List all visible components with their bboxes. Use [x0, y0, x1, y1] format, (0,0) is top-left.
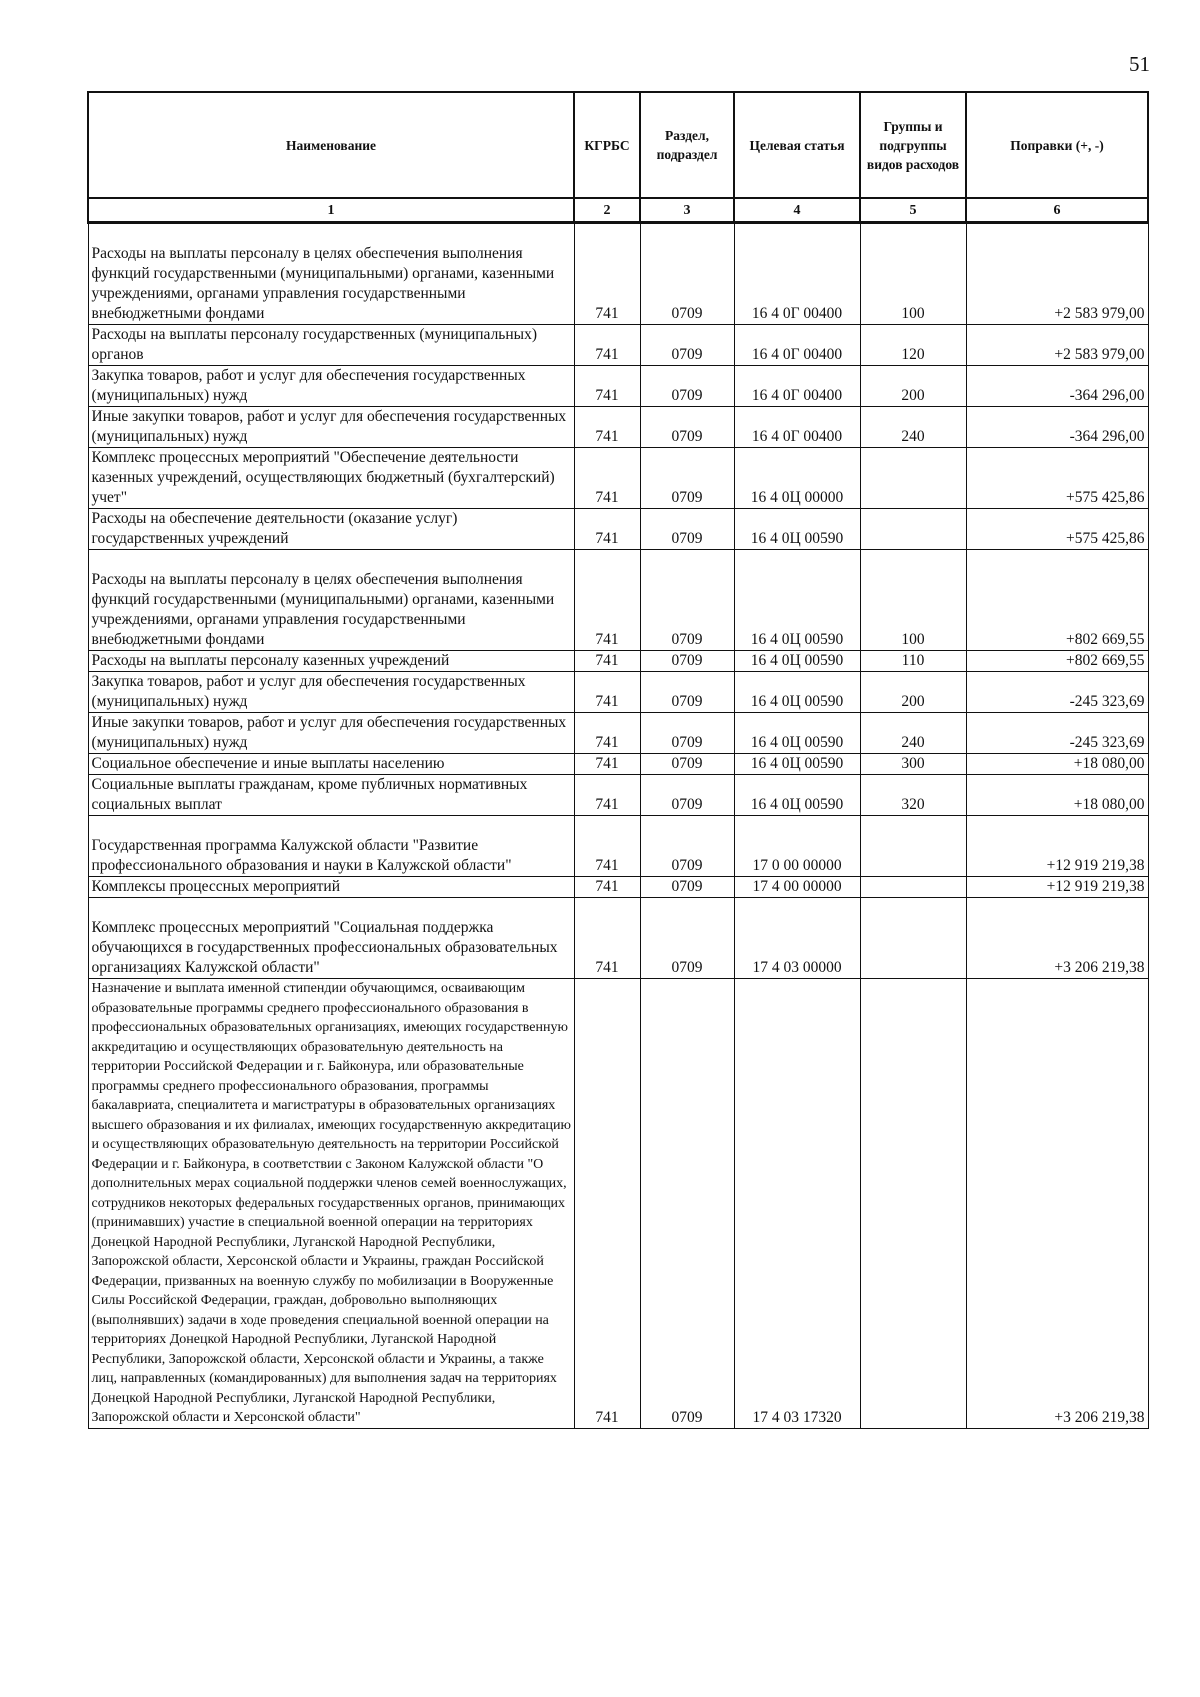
row-group: 200: [860, 366, 966, 407]
row-name: Иные закупки товаров, работ и услуг для обеспечения государственных (муниципальных) нужд: [88, 407, 574, 448]
column-number: 5: [860, 198, 966, 223]
row-kgrbs: 741: [574, 448, 640, 509]
row-group: [860, 877, 966, 898]
row-group: 120: [860, 325, 966, 366]
header-amount: Поправки (+, -): [966, 92, 1148, 198]
header-kgrbs: КГРБС: [574, 92, 640, 198]
column-number: 4: [734, 198, 860, 223]
row-target: 17 4 03 00000: [734, 898, 860, 979]
table-row: [88, 816, 1148, 877]
row-group: 200: [860, 672, 966, 713]
table-row: [88, 672, 1148, 713]
row-kgrbs: 741: [574, 672, 640, 713]
row-target: 16 4 0Ц 00590: [734, 672, 860, 713]
row-section: 0709: [640, 550, 734, 651]
row-name: Комплекс процессных мероприятий "Социальная поддержка обучающихся в государственных профессиональных образовательных организациях Калужской области": [88, 898, 574, 979]
table-row: [88, 325, 1148, 366]
header-name: Наименование: [88, 92, 574, 198]
row-amount: +2 583 979,00: [966, 325, 1148, 366]
row-amount: -245 323,69: [966, 672, 1148, 713]
row-name: Закупка товаров, работ и услуг для обеспечения государственных (муниципальных) нужд: [88, 672, 574, 713]
row-name: Комплекс процессных мероприятий "Обеспечение деятельности казенных учреждений, осуществляющих бюджетный (бухгалтерский) учет": [88, 448, 574, 509]
row-section: 0709: [640, 366, 734, 407]
table-row: [88, 407, 1148, 448]
row-amount: +2 583 979,00: [966, 223, 1148, 325]
row-section: 0709: [640, 979, 734, 1429]
row-section: 0709: [640, 448, 734, 509]
row-kgrbs: 741: [574, 713, 640, 754]
row-section: 0709: [640, 754, 734, 775]
row-target: 16 4 0Г 00400: [734, 325, 860, 366]
row-section: 0709: [640, 898, 734, 979]
row-kgrbs: 741: [574, 877, 640, 898]
column-number: 1: [88, 198, 574, 223]
row-name: Расходы на выплаты персоналу казенных учреждений: [88, 651, 574, 672]
row-group: 100: [860, 550, 966, 651]
row-amount: +18 080,00: [966, 775, 1148, 816]
header-target: Целевая статья: [734, 92, 860, 198]
budget-table: [87, 91, 1149, 1429]
row-name: Расходы на выплаты персоналу в целях обеспечения выполнения функций государственными (муниципальными) органами, казенными учреждениями, органами управления государственными внебюджетными фондами: [88, 550, 574, 651]
row-kgrbs: 741: [574, 509, 640, 550]
row-kgrbs: 741: [574, 325, 640, 366]
row-group: 240: [860, 407, 966, 448]
row-target: 16 4 0Ц 00590: [734, 550, 860, 651]
row-group: 100: [860, 223, 966, 325]
row-group: [860, 448, 966, 509]
row-group: 300: [860, 754, 966, 775]
row-amount: +575 425,86: [966, 448, 1148, 509]
row-kgrbs: 741: [574, 979, 640, 1429]
row-group: [860, 898, 966, 979]
header-section: Раздел, подраздел: [640, 92, 734, 198]
row-target: 17 4 00 00000: [734, 877, 860, 898]
row-section: 0709: [640, 651, 734, 672]
table-row: [88, 877, 1148, 898]
row-target: 16 4 0Ц 00590: [734, 775, 860, 816]
row-target: 16 4 0Г 00400: [734, 407, 860, 448]
row-amount: +575 425,86: [966, 509, 1148, 550]
table-row: [88, 713, 1148, 754]
row-target: 16 4 0Г 00400: [734, 223, 860, 325]
row-name: Расходы на выплаты персоналу в целях обеспечения выполнения функций государственными (муниципальными) органами, казенными учреждениями, органами управления государственными внебюджетными фондами: [88, 223, 574, 325]
row-target: 16 4 0Ц 00590: [734, 713, 860, 754]
row-section: 0709: [640, 325, 734, 366]
row-kgrbs: 741: [574, 407, 640, 448]
row-target: 16 4 0Ц 00590: [734, 651, 860, 672]
row-amount: +802 669,55: [966, 550, 1148, 651]
row-target: 17 4 03 17320: [734, 979, 860, 1429]
row-name: Расходы на обеспечение деятельности (оказание услуг) государственных учреждений: [88, 509, 574, 550]
row-kgrbs: 741: [574, 651, 640, 672]
row-group: [860, 509, 966, 550]
table-header: [88, 92, 1148, 223]
row-name: Социальные выплаты гражданам, кроме публичных нормативных социальных выплат: [88, 775, 574, 816]
row-amount: -364 296,00: [966, 366, 1148, 407]
table-row: [88, 898, 1148, 979]
row-section: 0709: [640, 877, 734, 898]
row-name: Закупка товаров, работ и услуг для обеспечения государственных (муниципальных) нужд: [88, 366, 574, 407]
row-amount: +802 669,55: [966, 651, 1148, 672]
row-group: [860, 979, 966, 1429]
row-kgrbs: 741: [574, 754, 640, 775]
row-target: 16 4 0Ц 00590: [734, 754, 860, 775]
column-number: 3: [640, 198, 734, 223]
table-row: [88, 754, 1148, 775]
row-group: 240: [860, 713, 966, 754]
row-name: Иные закупки товаров, работ и услуг для обеспечения государственных (муниципальных) нужд: [88, 713, 574, 754]
row-kgrbs: 741: [574, 366, 640, 407]
row-section: 0709: [640, 672, 734, 713]
row-kgrbs: 741: [574, 898, 640, 979]
row-amount: -364 296,00: [966, 407, 1148, 448]
row-section: 0709: [640, 775, 734, 816]
row-section: 0709: [640, 816, 734, 877]
row-kgrbs: 741: [574, 223, 640, 325]
table-row: [88, 366, 1148, 407]
table-row: [88, 448, 1148, 509]
row-amount: +3 206 219,38: [966, 979, 1148, 1429]
row-amount: +18 080,00: [966, 754, 1148, 775]
row-target: 17 0 00 00000: [734, 816, 860, 877]
row-kgrbs: 741: [574, 775, 640, 816]
table-row: [88, 223, 1148, 325]
row-group: 110: [860, 651, 966, 672]
table-row: [88, 651, 1148, 672]
row-target: 16 4 0Ц 00000: [734, 448, 860, 509]
row-amount: -245 323,69: [966, 713, 1148, 754]
table-body: [88, 223, 1148, 1429]
row-kgrbs: 741: [574, 816, 640, 877]
page-number: 51: [1129, 52, 1150, 76]
row-name: Расходы на выплаты персоналу государственных (муниципальных) органов: [88, 325, 574, 366]
row-amount: +12 919 219,38: [966, 816, 1148, 877]
row-amount: +12 919 219,38: [966, 877, 1148, 898]
row-name: Социальное обеспечение и иные выплаты населению: [88, 754, 574, 775]
row-section: 0709: [640, 509, 734, 550]
table-row: [88, 775, 1148, 816]
header-groups: Группы и подгруппы видов расходов: [860, 92, 966, 198]
row-section: 0709: [640, 223, 734, 325]
column-number: 2: [574, 198, 640, 223]
row-name: Государственная программа Калужской области "Развитие профессионального образования и науки в Калужской области": [88, 816, 574, 877]
row-kgrbs: 741: [574, 550, 640, 651]
row-group: 320: [860, 775, 966, 816]
table-row: [88, 979, 1148, 1429]
row-amount: +3 206 219,38: [966, 898, 1148, 979]
row-name: Назначение и выплата именной стипендии обучающимся, осваивающим образовательные программы среднего профессионального образования в профессиональных образовательных организациях, имеющих государственную аккредитацию и осуществляющих образовательную деятельность на территории Российской Федерации и г. Байконура, или образовательные программы среднего профессионального образования, программы бакалавриата, специалитета и магистратуры в образовательных организациях высшего образования и их филиалах, имеющих государственную аккредитацию и осуществляющих образовательную деятельность на территории Российской Федерации и г. Байконура, в соответствии с Законом Калужской области "О дополнительных мерах социальной поддержки членов семей военнослужащих, сотрудников некоторых федеральных государственных органов, принимающих (принимавших) участие в специальной военной операции на территориях Донецкой Народной Республики, Луганской Народной Республики, Запорожской области, Херсонской области и Украины, граждан Российской Федерации, призванных на военную службу по мобилизации в Вооруженные Силы Российской Федерации, граждан, добровольно выполняющих (выполнявших) задачи в ходе проведения специальной военной операции на территориях Донецкой Народной Республики, Луганской Народной Республики, Запорожской области, Херсонской области и Украины, а также лиц, направленных (командированных) для выполнения задач на территориях Донецкой Народной Республики, Луганской Народной Республики, Запорожской области и Херсонской области": [88, 979, 574, 1429]
row-section: 0709: [640, 407, 734, 448]
row-target: 16 4 0Г 00400: [734, 366, 860, 407]
row-section: 0709: [640, 713, 734, 754]
column-number: 6: [966, 198, 1148, 223]
table-row: [88, 550, 1148, 651]
row-group: [860, 816, 966, 877]
row-target: 16 4 0Ц 00590: [734, 509, 860, 550]
table-row: [88, 509, 1148, 550]
row-name: Комплексы процессных мероприятий: [88, 877, 574, 898]
